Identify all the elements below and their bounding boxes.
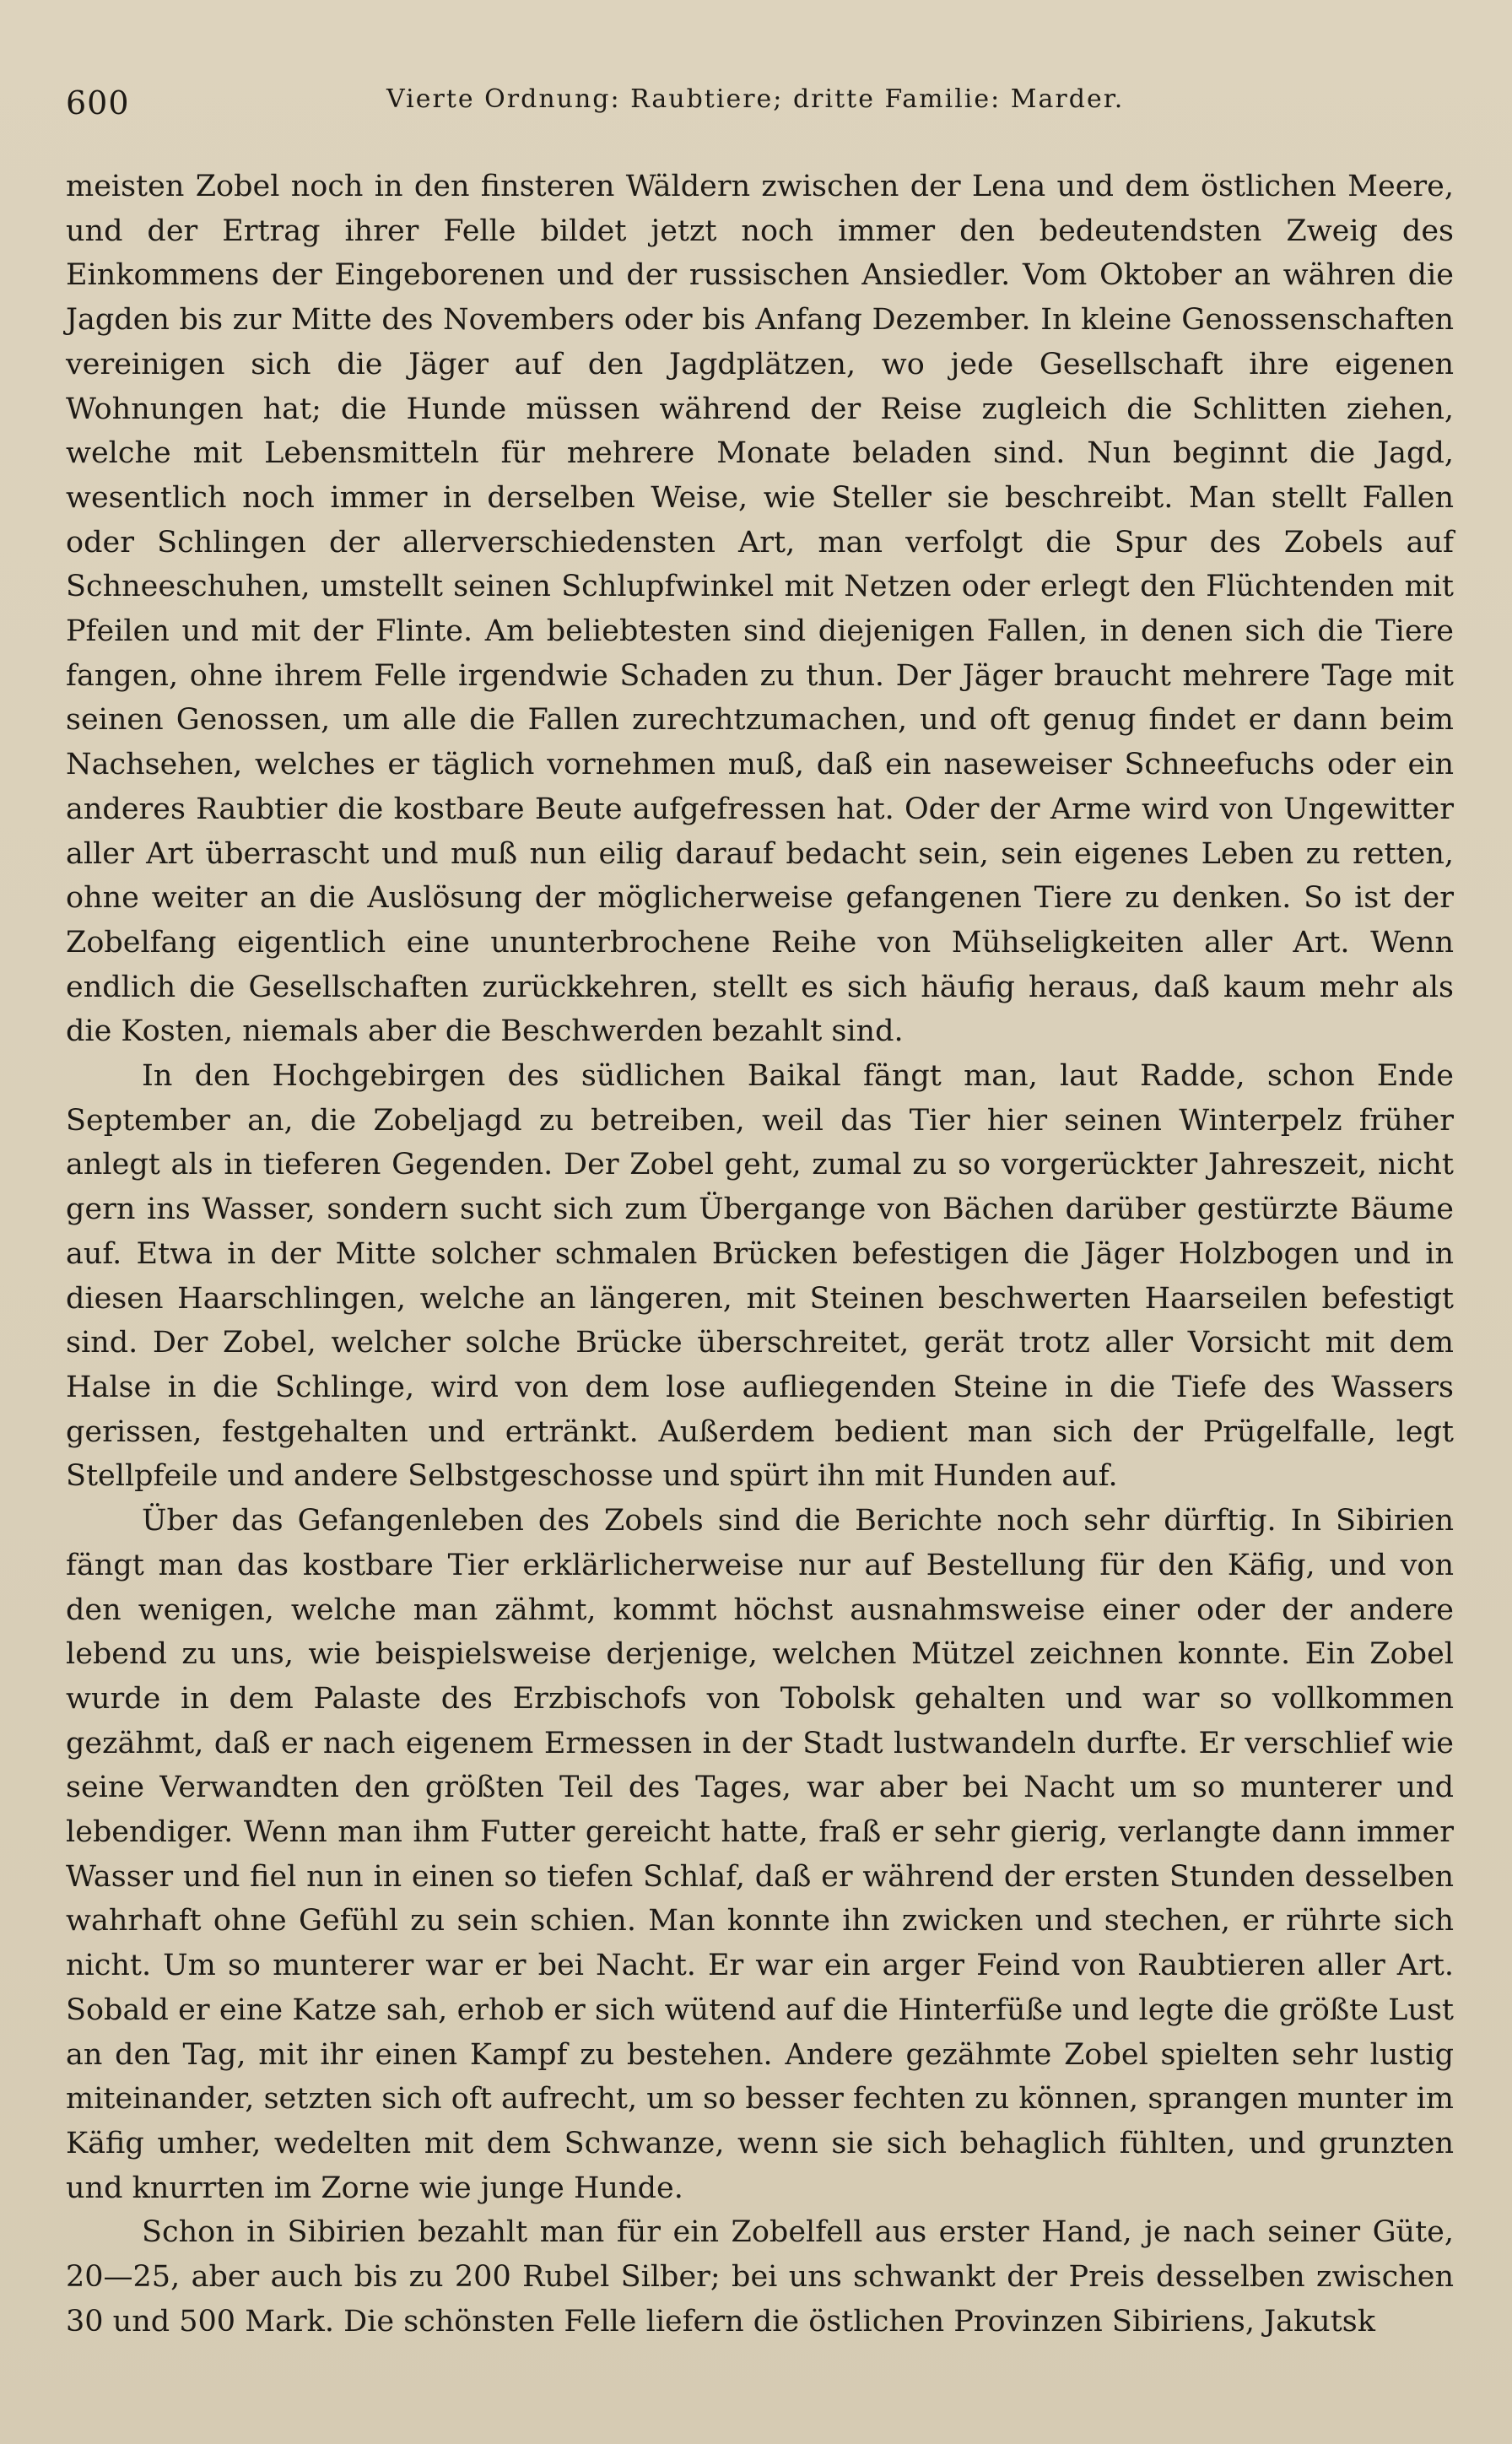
page-number: 600: [66, 84, 130, 122]
page-header: [66, 84, 1450, 127]
paragraph-3: Über das Gefangenleben des Zobels sind die Berichte noch sehr dürftig. In Sibirien fängt man das kostbare Tier erklärlicherweise nur auf Bestellung für den Käfig, und von den wenigen, welche man zähmt, kommt höchst ausnahmsweise einer oder der andere lebend zu uns, wie beispielsweise derjenige, welchen Mützel zeichnen konnte. Ein Zobel wurde in dem Palaste des Erzbischofs von Tobolsk gehalten und war so vollkommen gezähmt, daß er nach eigenem Ermessen in der Stadt lustwandeln durfte. Er verschlief wie seine Verwandten den größten Teil des Tages, war aber bei Nacht um so munterer und lebendiger. Wenn man ihm Futter gereicht hatte, fraß er sehr gierig, verlangte dann immer Wasser und fiel nun in einen so tiefen Schlaf, daß er während der ersten Stunden desselben wahrhaft ohne Gefühl zu sein schien. Man konnte ihn zwicken und stechen, er rührte sich nicht. Um so munterer war er bei Nacht. Er war ein arger Feind von Raubtieren aller Art. Sobald er eine Katze sah, erhob er sich wütend auf die Hinterfüße und legte die größte Lust an den Tag, mit ihr einen Kampf zu bestehen. Andere gezähmte Zobel spielten sehr lustig miteinander, setzten sich oft aufrecht, um so besser fechten zu können, sprangen munter im Käfig umher, wedelten mit dem Schwanze, wenn sie sich behaglich fühlten, und grunzten und knurrten im Zorne wie junge Hunde.: [66, 1504, 1454, 2205]
paragraph-4: Schon in Sibirien bezahlt man für ein Zobelfell aus erster Hand, je nach seiner Güte, 20—25, aber auch bis zu 200 Rubel Silber; bei uns schwankt der Preis desselben zwischen 30 und 500 Mark. Die schönsten Felle liefern die östlichen Provinzen Sibiriens, Jakutsk: [66, 2215, 1454, 2339]
running-head: Vierte Ordnung: Raubtiere; dritte Familie: Marder.: [386, 84, 1125, 114]
body-text: [66, 165, 1454, 2344]
paragraph-1: meisten Zobel noch in den finsteren Wäldern zwischen der Lena und dem östlichen Meere, und der Ertrag ihrer Felle bildet jetzt noch immer den bedeutendsten Zweig des Einkommens der Eingeborenen und der russischen Ansiedler. Vom Oktober an währen die Jagden bis zur Mitte des Novembers oder bis Anfang Dezember. In kleine Genossenschaften vereinigen sich die Jäger auf den Jagdplätzen, wo jede Gesellschaft ihre eigenen Wohnungen hat; die Hunde müssen während der Reise zugleich die Schlitten ziehen, welche mit Lebensmitteln für mehrere Monate beladen sind. Nun beginnt die Jagd, wesentlich noch immer in derselben Weise, wie Steller sie beschreibt. Man stellt Fallen oder Schlingen der allerverschiedensten Art, man verfolgt die Spur des Zobels auf Schneeschuhen, umstellt seinen Schlupfwinkel mit Netzen oder erlegt den Flüchtenden mit Pfeilen und mit der Flinte. Am beliebtesten sind diejenigen Fallen, in denen sich die Tiere fangen, ohne ihrem Felle irgendwie Schaden zu thun. Der Jäger braucht mehrere Tage mit seinen Genossen, um alle die Fallen zurechtzumachen, und oft genug findet er dann beim Nachsehen, welches er täglich vornehmen muß, daß ein naseweiser Schneefuchs oder ein anderes Raubtier die kostbare Beute aufgefressen hat. Oder der Arme wird von Ungewitter aller Art überrascht und muß nun eilig darauf bedacht sein, sein eigenes Leben zu retten, ohne weiter an die Auslösung der möglicherweise gefangenen Tiere zu denken. So ist der Zobelfang eigentlich eine ununterbrochene Reihe von Mühseligkeiten aller Art. Wenn endlich die Gesellschaften zurückkehren, stellt es sich häufig heraus, daß kaum mehr als die Kosten, niemals aber die Beschwerden bezahlt sind.: [66, 170, 1454, 1049]
paragraph-2: In den Hochgebirgen des südlichen Baikal fängt man, laut Radde, schon Ende September an, die Zobeljagd zu betreiben, weil das Tier hier seinen Winterpelz früher anlegt als in tieferen Gegenden. Der Zobel geht, zumal zu so vorgerückter Jahreszeit, nicht gern ins Wasser, sondern sucht sich zum Übergange von Bächen darüber gestürzte Bäume auf. Etwa in der Mitte solcher schmalen Brücken befestigen die Jäger Holzbogen und in diesen Haarschlingen, welche an längeren, mit Steinen beschwerten Haarseilen befestigt sind. Der Zobel, welcher solche Brücke überschreitet, gerät trotz aller Vorsicht mit dem Halse in die Schlinge, wird von dem lose aufliegenden Steine in die Tiefe des Wassers gerissen, festgehalten und ertränkt. Außerdem bedient man sich der Prügelfalle, legt Stellpfeile und andere Selbstgeschosse und spürt ihn mit Hunden auf.: [66, 1059, 1454, 1494]
